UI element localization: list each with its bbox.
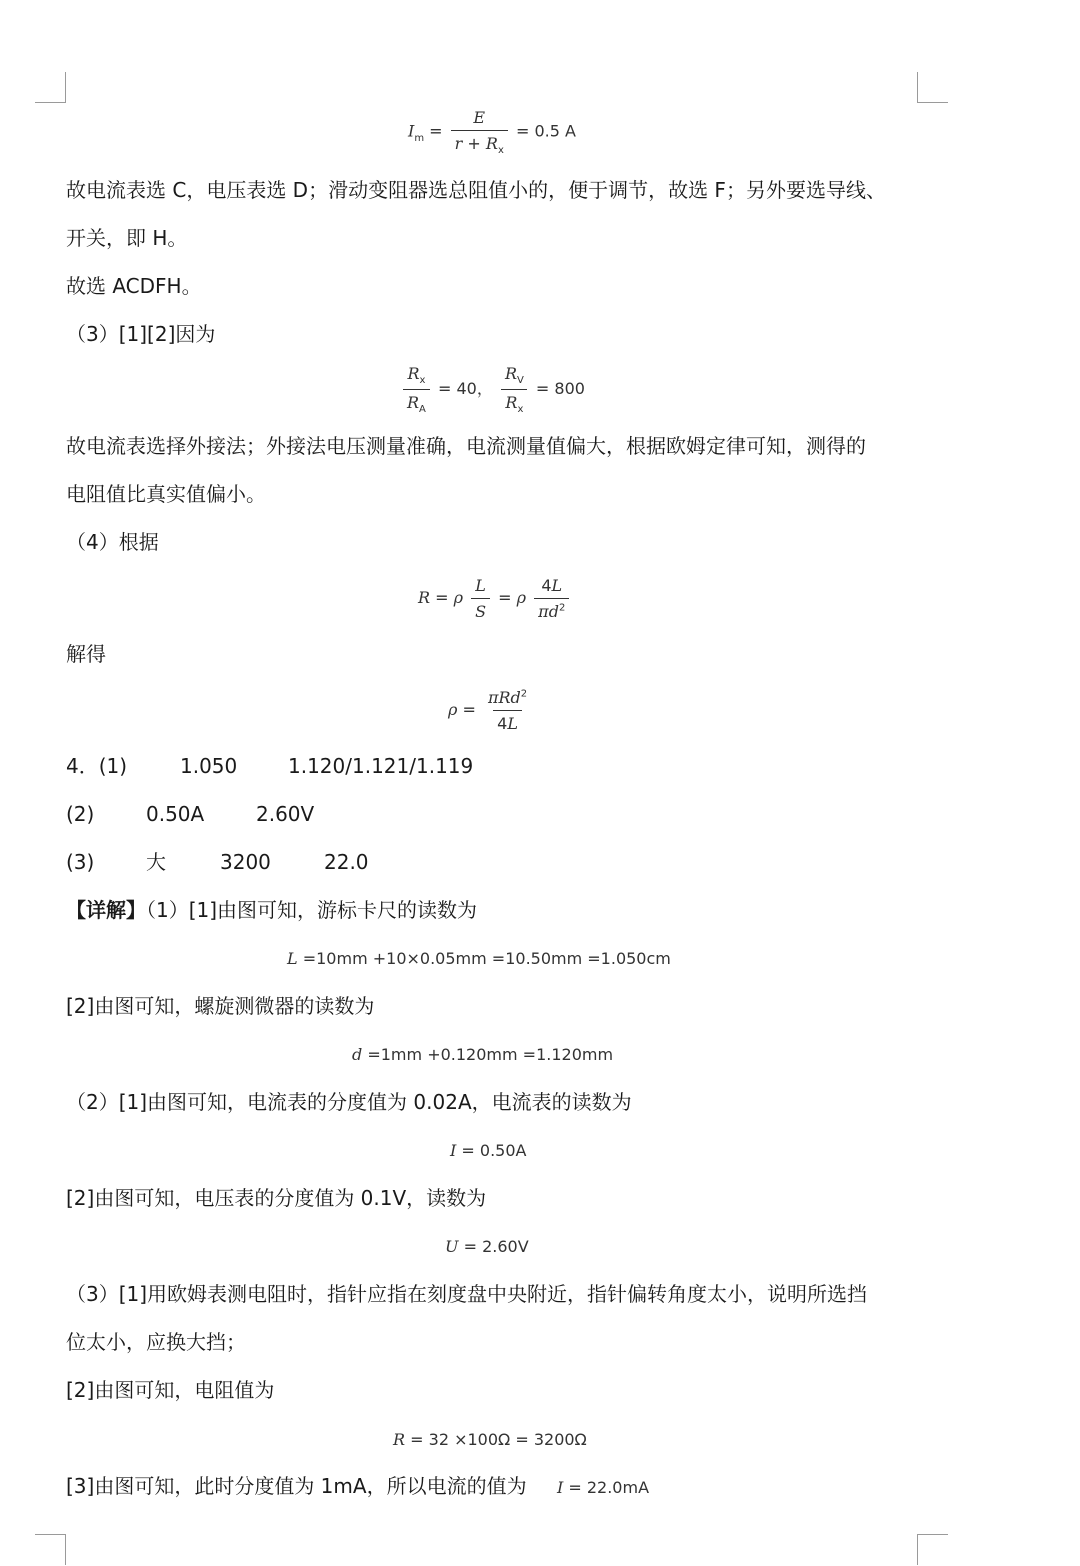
equation-resistance-reading: R = 32 ×100Ω = 3200Ω [393, 1430, 587, 1449]
equation-vernier-reading: L =10mm +10×0.05mm =10.50mm =1.050cm [287, 949, 671, 968]
text-line: （3）[1][2]因为 [66, 322, 216, 346]
equation-resistivity-law: R = ρ $\frac{L}{S}$ = ρ $\frac{4L}{\pi d^2}$ [418, 576, 572, 621]
equation-max-current: $I_m$ = $\frac{E}{r + R_x}$ = 0.5 A [408, 108, 576, 157]
corner-mark-bottom-right [917, 1534, 948, 1565]
corner-mark-top-right [917, 72, 948, 103]
corner-mark-top-left [35, 72, 66, 103]
equation-voltage-reading: U = 2.60V [445, 1237, 529, 1256]
text-line: 开关，即 H。 [66, 226, 188, 250]
text-line: [2]由图可知，螺旋测微器的读数为 [66, 994, 375, 1018]
text-line: 故电流表选择外接法；外接法电压测量准确，电流测量值偏大，根据欧姆定律可知，测得的 [66, 434, 866, 458]
text-line: [2]由图可知，电压表的分度值为 0.1V，读数为 [66, 1186, 487, 1210]
text-line: [2]由图可知，电阻值为 [66, 1378, 275, 1402]
answer-line-2: (2) 0.50A 2.60V [66, 802, 315, 826]
text-line: 电阻值比真实值偏小。 [66, 482, 266, 506]
text-line: [3]由图可知，此时分度值为 1mA，所以电流的值为 I = 22.0mA [66, 1474, 650, 1498]
text-line: 故电流表选 C，电压表选 D；滑动变阻器选总阻值小的，便于调节，故选 F；另外要选导线、 [66, 178, 886, 202]
text-line: 位太小，应换大挡； [66, 1330, 246, 1354]
text-line: 故选 ACDFH。 [66, 274, 202, 298]
corner-mark-bottom-left [35, 1534, 66, 1565]
text-line: （4）根据 [66, 530, 159, 554]
answer-line-3: (3) 大 3200 22.0 [66, 850, 369, 874]
answer-line-1: 4．(1) 1.050 1.120/1.121/1.119 [66, 754, 474, 778]
equation-micrometer-reading: d =1mm +0.120mm =1.120mm [352, 1045, 614, 1064]
equation-resistance-ratios: $\frac{R_x}{R_A}$ = 40， $\frac{R_V}{R_x}$ = 800 [400, 364, 585, 415]
equation-current-inline: I = 22.0mA [556, 1478, 650, 1497]
equation-current-reading: I = 0.50A [450, 1141, 527, 1160]
text-line: （2）[1]由图可知，电流表的分度值为 0.02A，电流表的读数为 [66, 1090, 632, 1114]
text-line: 【详解】（1）[1]由图可知，游标卡尺的读数为 [66, 898, 478, 922]
equation-resistivity-result: ρ = $\frac{\pi Rd^2}{4L}$ [448, 688, 528, 733]
text-line: 解得 [66, 642, 106, 666]
detail-heading: 【详解】 [66, 898, 146, 922]
text-line: （3）[1]用欧姆表测电阻时，指针应指在刻度盘中央附近，指针偏转角度太小，说明所选挡 [66, 1282, 868, 1306]
